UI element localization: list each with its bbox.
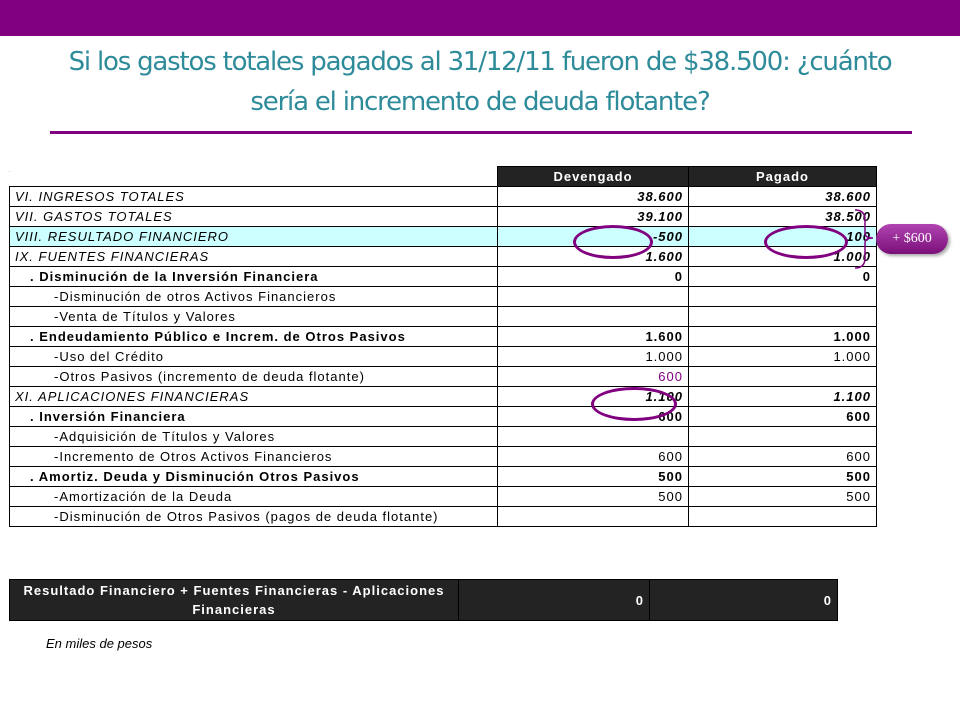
title-line-2: sería el incremento de deuda flotante? — [250, 87, 710, 117]
result-label-line-1: Resultado Financiero + Fuentes Financieras - Aplicaciones — [23, 583, 445, 598]
header-pagado: Pagado — [689, 167, 877, 187]
table-row — [10, 387, 877, 407]
table-row — [10, 347, 877, 367]
row-pagado: 500 — [689, 487, 877, 507]
row-devengado: 1.600 — [498, 327, 689, 347]
right-brace-icon — [845, 208, 879, 270]
table-row — [10, 487, 877, 507]
row-devengado — [498, 427, 689, 447]
row-devengado: 500 — [498, 487, 689, 507]
row-pagado: 38.600 — [689, 187, 877, 207]
row-devengado: 38.600 — [498, 187, 689, 207]
row-pagado — [689, 367, 877, 387]
row-devengado — [498, 507, 689, 527]
table-row — [10, 287, 877, 307]
table-row — [10, 267, 877, 287]
row-label: IX. FUENTES FINANCIERAS — [10, 247, 498, 267]
row-pagado: 600 — [689, 407, 877, 427]
row-label: VI. INGRESOS TOTALES — [10, 187, 498, 207]
row-pagado — [689, 427, 877, 447]
row-label: -Disminución de Otros Pasivos (pagos de deuda flotante) — [10, 507, 498, 527]
row-devengado: 500 — [498, 467, 689, 487]
highlight-ellipse-otros-pasivos — [591, 387, 677, 421]
row-devengado: -500 — [498, 227, 689, 247]
result-row — [10, 580, 838, 621]
highlight-ellipse-pagado-gastos — [764, 225, 848, 259]
units-note: En miles de pesos — [46, 636, 153, 651]
table-row — [10, 247, 877, 267]
row-pagado: 1.100 — [689, 387, 877, 407]
row-label: VIII. RESULTADO FINANCIERO — [10, 227, 498, 247]
row-label: -Incremento de Otros Activos Financieros — [10, 447, 498, 467]
table-row — [10, 467, 877, 487]
result-label — [10, 580, 459, 621]
row-devengado: 1.100 — [498, 387, 689, 407]
row-devengado: 1.000 — [498, 347, 689, 367]
table-row — [10, 367, 877, 387]
row-pagado — [689, 287, 877, 307]
row-label: VII. GASTOS TOTALES — [10, 207, 498, 227]
top-bar — [0, 0, 960, 36]
row-pagado: 1.000 — [689, 327, 877, 347]
result-label-line-2: Financieras — [192, 602, 276, 617]
header-devengado: Devengado — [498, 167, 689, 187]
row-label: . Inversión Financiera — [10, 407, 498, 427]
row-label: . Disminución de la Inversión Financiera — [10, 267, 498, 287]
row-devengado — [498, 287, 689, 307]
title-divider — [50, 131, 912, 134]
header-blank-cell — [10, 167, 498, 187]
table-row — [10, 227, 877, 247]
table-row — [10, 207, 877, 227]
row-devengado: 0 — [498, 267, 689, 287]
table-row — [10, 187, 877, 207]
financial-table — [9, 166, 877, 527]
slide-title — [40, 42, 920, 122]
row-pagado: 1.000 — [689, 247, 877, 267]
row-label: . Endeudamiento Público e Increm. de Otros Pasivos — [10, 327, 498, 347]
row-pagado: 1.000 — [689, 347, 877, 367]
row-devengado: 600 — [498, 367, 689, 387]
row-pagado: 0 — [689, 267, 877, 287]
row-devengado — [498, 307, 689, 327]
row-devengado: 1.600 — [498, 247, 689, 267]
row-pagado: 38.500 — [689, 207, 877, 227]
table-row — [10, 407, 877, 427]
row-pagado — [689, 307, 877, 327]
result-table — [9, 579, 838, 621]
highlight-ellipse-devengado-gastos — [573, 225, 653, 259]
table-row — [10, 427, 877, 447]
row-devengado: 39.100 — [498, 207, 689, 227]
row-pagado — [689, 507, 877, 527]
result-devengado: 0 — [459, 580, 650, 621]
row-label: -Amortización de la Deuda — [10, 487, 498, 507]
table-row — [10, 507, 877, 527]
row-pagado: 100 — [689, 227, 877, 247]
row-devengado: 600 — [498, 447, 689, 467]
row-devengado: 600 — [498, 407, 689, 427]
row-label: -Adquisición de Títulos y Valores — [10, 427, 498, 447]
table-row — [10, 307, 877, 327]
table-header-row — [10, 167, 877, 187]
row-label: -Venta de Títulos y Valores — [10, 307, 498, 327]
table-row — [10, 447, 877, 467]
row-label: -Uso del Crédito — [10, 347, 498, 367]
table-row — [10, 327, 877, 347]
row-pagado: 600 — [689, 447, 877, 467]
row-label: XI. APLICACIONES FINANCIERAS — [10, 387, 498, 407]
row-label: -Otros Pasivos (incremento de deuda flotante) — [10, 367, 498, 387]
row-label: -Disminución de otros Activos Financieros — [10, 287, 498, 307]
row-pagado: 500 — [689, 467, 877, 487]
row-label: . Amortiz. Deuda y Disminución Otros Pasivos — [10, 467, 498, 487]
result-pagado: 0 — [650, 580, 838, 621]
increment-badge: + $600 — [876, 224, 948, 254]
title-line-1: Si los gastos totales pagados al 31/12/11 fueron de $38.500: ¿cuánto — [68, 47, 892, 77]
